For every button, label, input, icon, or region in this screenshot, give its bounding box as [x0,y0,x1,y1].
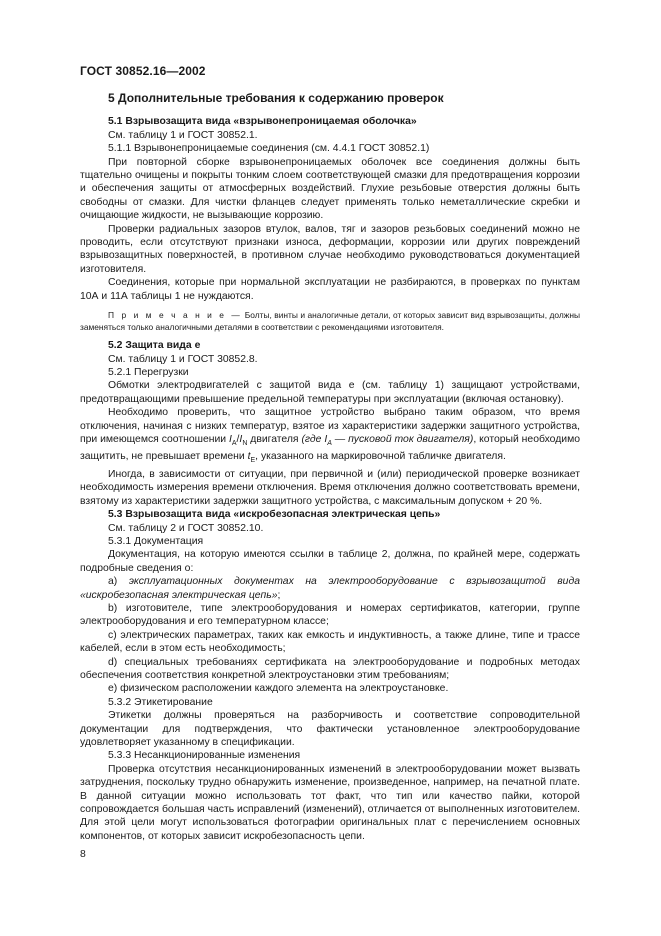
standard-header: ГОСТ 30852.16—2002 [80,64,206,78]
paragraph: Проверка отсутствия несанкционированных изменений в электрооборудовании может вызвать затруднения, поскольку трудно обнаружить изменение, произведенное, например, на печатной плате. В данной ситуации можно использовать тот факт, что тип или качество пайки, которой сопровождается большая часть исправлений (изменений), отличается от выполненных изготовителем. Для этой цели могут использоваться фотографии оригинальных плат с перечислением основных компонентов, от которых зависит искробезопасность цепи. [80,763,580,842]
section-5-1-title: 5.1 Взрывозащита вида «взрывонепроницаемая оболочка» [108,116,417,128]
text-run: двигателя [247,433,302,445]
section-5-3-title: 5.3 Взрывозащита вида «искробезопасная электрическая цепь» [108,509,441,521]
symbol-t: t [247,451,251,463]
subscript-a: A [231,440,237,448]
italic-run: (где I [301,433,328,445]
paragraph [80,406,580,468]
symbol-slash: / [236,433,240,445]
symbol-i: I [228,433,232,445]
section-5-1-ref: См. таблицу 1 и ГОСТ 30852.1. [108,129,258,141]
text-run: Необходимо проверить, что защитное устройство выбрано таким образом, что время отключения, начиная с низких температур, взятое из характеристики задержки защитного устройства, при имеющемся соотношении [80,407,580,445]
list-item [80,575,580,602]
section-5-3-1-title: 5.3.1 Документация [108,535,204,547]
section-5-title: 5 Дополнительные требования к содержанию проверок [108,91,444,105]
section-5-2-1-title: 5.2.1 Перегрузки [108,366,189,378]
list-item: d) специальных требованиях сертификата на электрооборудование и подробных методах обеспечения соответствия конкретной электроустановки этим требованиям; [80,656,580,681]
paragraph: Обмотки электродвигателей с защитой вида e (см. таблицу 1) защищают устройствами, предотвращающими превышение предельной температуры при эксплуатации (включая остановку). [80,380,580,405]
page-number: 8 [80,849,86,860]
text-run: , указанного на маркировочной табличке двигателя. [255,451,506,463]
list-item: e) физическом расположении каждого элемента на электроустановке. [108,683,449,695]
section-5-3-ref: См. таблицу 2 и ГОСТ 30852.10. [108,522,264,534]
italic-run: эксплуатационных документах на электрооборудование с взрывозащитой вида «искробезопасная электрическая цепь» [80,576,580,601]
list-label: a) [108,576,129,588]
paragraph: При повторной сборке взрывонепроницаемых оболочек все соединения должны быть тщательно очищены и покрыты тонким слоем соответствующей смазки для предотвращения коррозии и обеспечения защиты от атмосферных воздействий. Глухие резьбовые отверстия должны быть свободны от смазки. Для чистки фланцев следует применять только неметаллические скребки и очищающие жидкости, не вызывающие коррозию. [80,156,580,222]
text-run: , который необходимо защитить, не превышает времени [80,433,581,463]
subscript-a: A [327,440,332,448]
subscript-n: N [242,440,248,448]
text-run: ; [277,589,281,601]
italic-run: — пусковой ток двигателя) [331,433,474,445]
symbol-i: I [239,433,243,445]
section-5-3-2-title: 5.3.2 Этикетирование [108,696,213,708]
paragraph: Документация, на которую имеются ссылки в таблице 2, должна, по крайней мере, содержать подробные сведения о: [80,549,580,574]
paragraph: Соединения, которые при нормальной эксплуатации не разбираются, в проверках по пунктам 10А и 11А таблицы 1 не нуждаются. [80,277,580,302]
list-item: c) электрических параметрах, таких как емкость и индуктивность, а также длине, типе и трассе кабелей, если в этом есть необходимость; [80,629,580,655]
subscript-e: E [250,457,256,465]
section-5-2-title: 5.2 Защита вида e [108,340,201,352]
note-label: П р и м е ч а н и е — [108,310,243,321]
section-5-1-1-title: 5.1.1 Взрывонепроницаемые соединения (см. 4.4.1 ГОСТ 30852.1) [108,143,430,155]
document-body [80,90,580,843]
list-item: b) изготовителе, типе электрооборудования и номерах сертификатов, категории, группе электрооборудования и его температурном классе; [80,602,580,628]
paragraph: Этикетки должны проверяться на разборчивость и соответствие сопроводительной документации для подтверждения, что фактически установленное электрооборудование удовлетворяет указанному в спецификации. [80,710,580,749]
section-5-3-3-title: 5.3.3 Несанкционированные изменения [108,750,301,762]
paragraph: Проверки радиальных зазоров втулок, валов, тяг и зазоров резьбовых соединений можно не проводить, если отсутствуют признаки износа, деформации, коррозии или других повреждений взрывозащитных поверхностей, в противном случае необходимо руководствоваться документацией изготовителя. [80,223,580,275]
note-text: Болты, винты и аналогичные детали, от которых зависит вид взрывозащиты, должны заменяться только аналогичными деталями в соответствии с рекомендациями изготовителя. [80,310,580,333]
section-5-2-ref: См. таблицу 1 и ГОСТ 30852.8. [108,353,258,365]
note [80,309,580,333]
paragraph: Иногда, в зависимости от ситуации, при первичной и (или) периодической проверке возникает необходимость измерения времени отключения. Время отключения должно соответствовать времени, взятому из характеристики задержки защитного устройства, с максимальным допуском + 20 %. [80,468,580,507]
